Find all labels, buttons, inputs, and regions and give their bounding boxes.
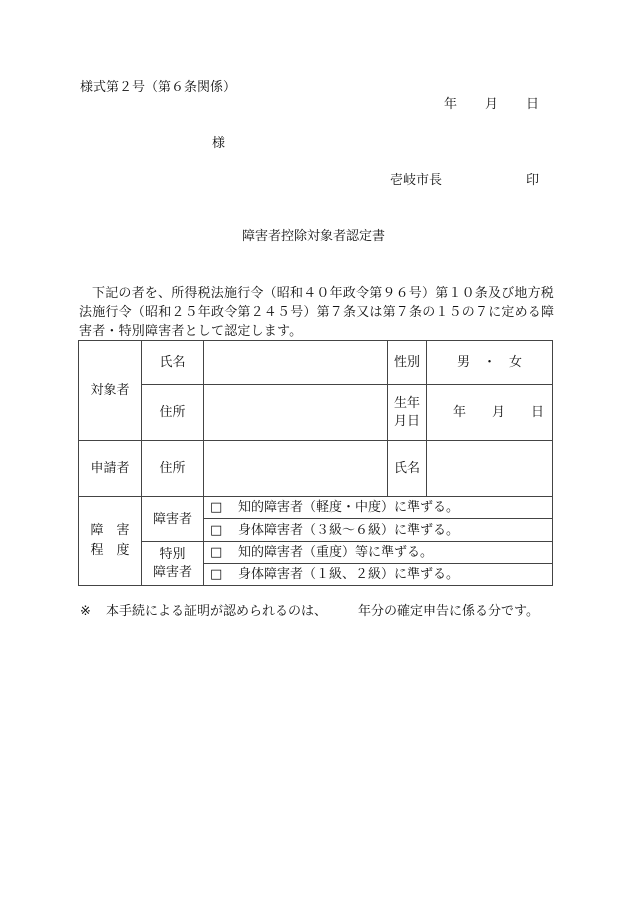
sex-label: 性別 <box>388 341 427 385</box>
footnote-text-after: 年分の確定申告に係る分です。 <box>358 604 539 619</box>
option-label: 知的障害者（軽度・中度）に準ずる。 <box>238 500 460 515</box>
option-row[interactable] <box>204 564 553 586</box>
disabled-label: 障害者 <box>142 497 204 542</box>
certification-table <box>78 340 553 586</box>
degree-label: 障 害 程 度 <box>79 497 142 586</box>
seal-mark: 印 <box>526 173 540 188</box>
applicant-name-field[interactable] <box>427 441 553 497</box>
option-row[interactable] <box>204 542 553 564</box>
body-text: 下記の者を、所得税法施行令（昭和４０年政令第９６号）第１０条及び地方税法施行令（昭和２５年政令第２４５号）第７条又は第７条の１５の７に定める障害者・特別障害者として認定します。 <box>79 286 555 339</box>
option-label: 身体障害者（３級～６級）に準ずる。 <box>238 522 460 538</box>
footnote-mark: ※ <box>80 604 91 619</box>
option-label: 知的障害者（重度）等に準ずる。 <box>238 545 434 560</box>
option-row[interactable] <box>204 497 553 519</box>
subject-address-field[interactable] <box>204 385 388 441</box>
checkbox-icon[interactable]: □ <box>210 567 223 582</box>
date-month: 月 <box>485 97 499 112</box>
checkbox-icon[interactable]: □ <box>210 522 223 538</box>
option-row[interactable] <box>204 519 553 542</box>
checkbox-icon[interactable]: □ <box>210 500 223 515</box>
date-year: 年 <box>444 97 458 112</box>
option-label: 身体障害者（１級、２級）に準ずる。 <box>238 567 460 582</box>
applicant-address-field[interactable] <box>204 441 388 497</box>
subject-label: 対象者 <box>79 341 142 441</box>
name-label: 氏名 <box>142 341 204 385</box>
applicant-label: 申請者 <box>79 441 142 497</box>
form-number: 様式第２号（第６条関係） <box>80 80 237 95</box>
birth-date-field[interactable]: 年 月 日 <box>427 385 553 441</box>
applicant-address-label: 住所 <box>142 441 204 497</box>
address-label: 住所 <box>142 385 204 441</box>
footnote-text-before: 本手続による証明が認められるのは、 <box>106 604 328 619</box>
subject-name-field[interactable] <box>204 341 388 385</box>
issuer: 壱岐市長 <box>390 173 443 188</box>
date-day: 日 <box>526 97 540 112</box>
addressee-suffix: 様 <box>212 136 226 151</box>
birth-date-label: 生年月日 <box>388 385 427 441</box>
sex-options[interactable]: 男 ・ 女 <box>427 341 553 385</box>
document-title: 障害者控除対象者認定書 <box>242 229 386 244</box>
checkbox-icon[interactable]: □ <box>210 545 223 560</box>
special-disabled-label: 特別 障害者 <box>142 542 204 586</box>
applicant-name-label: 氏名 <box>388 441 427 497</box>
